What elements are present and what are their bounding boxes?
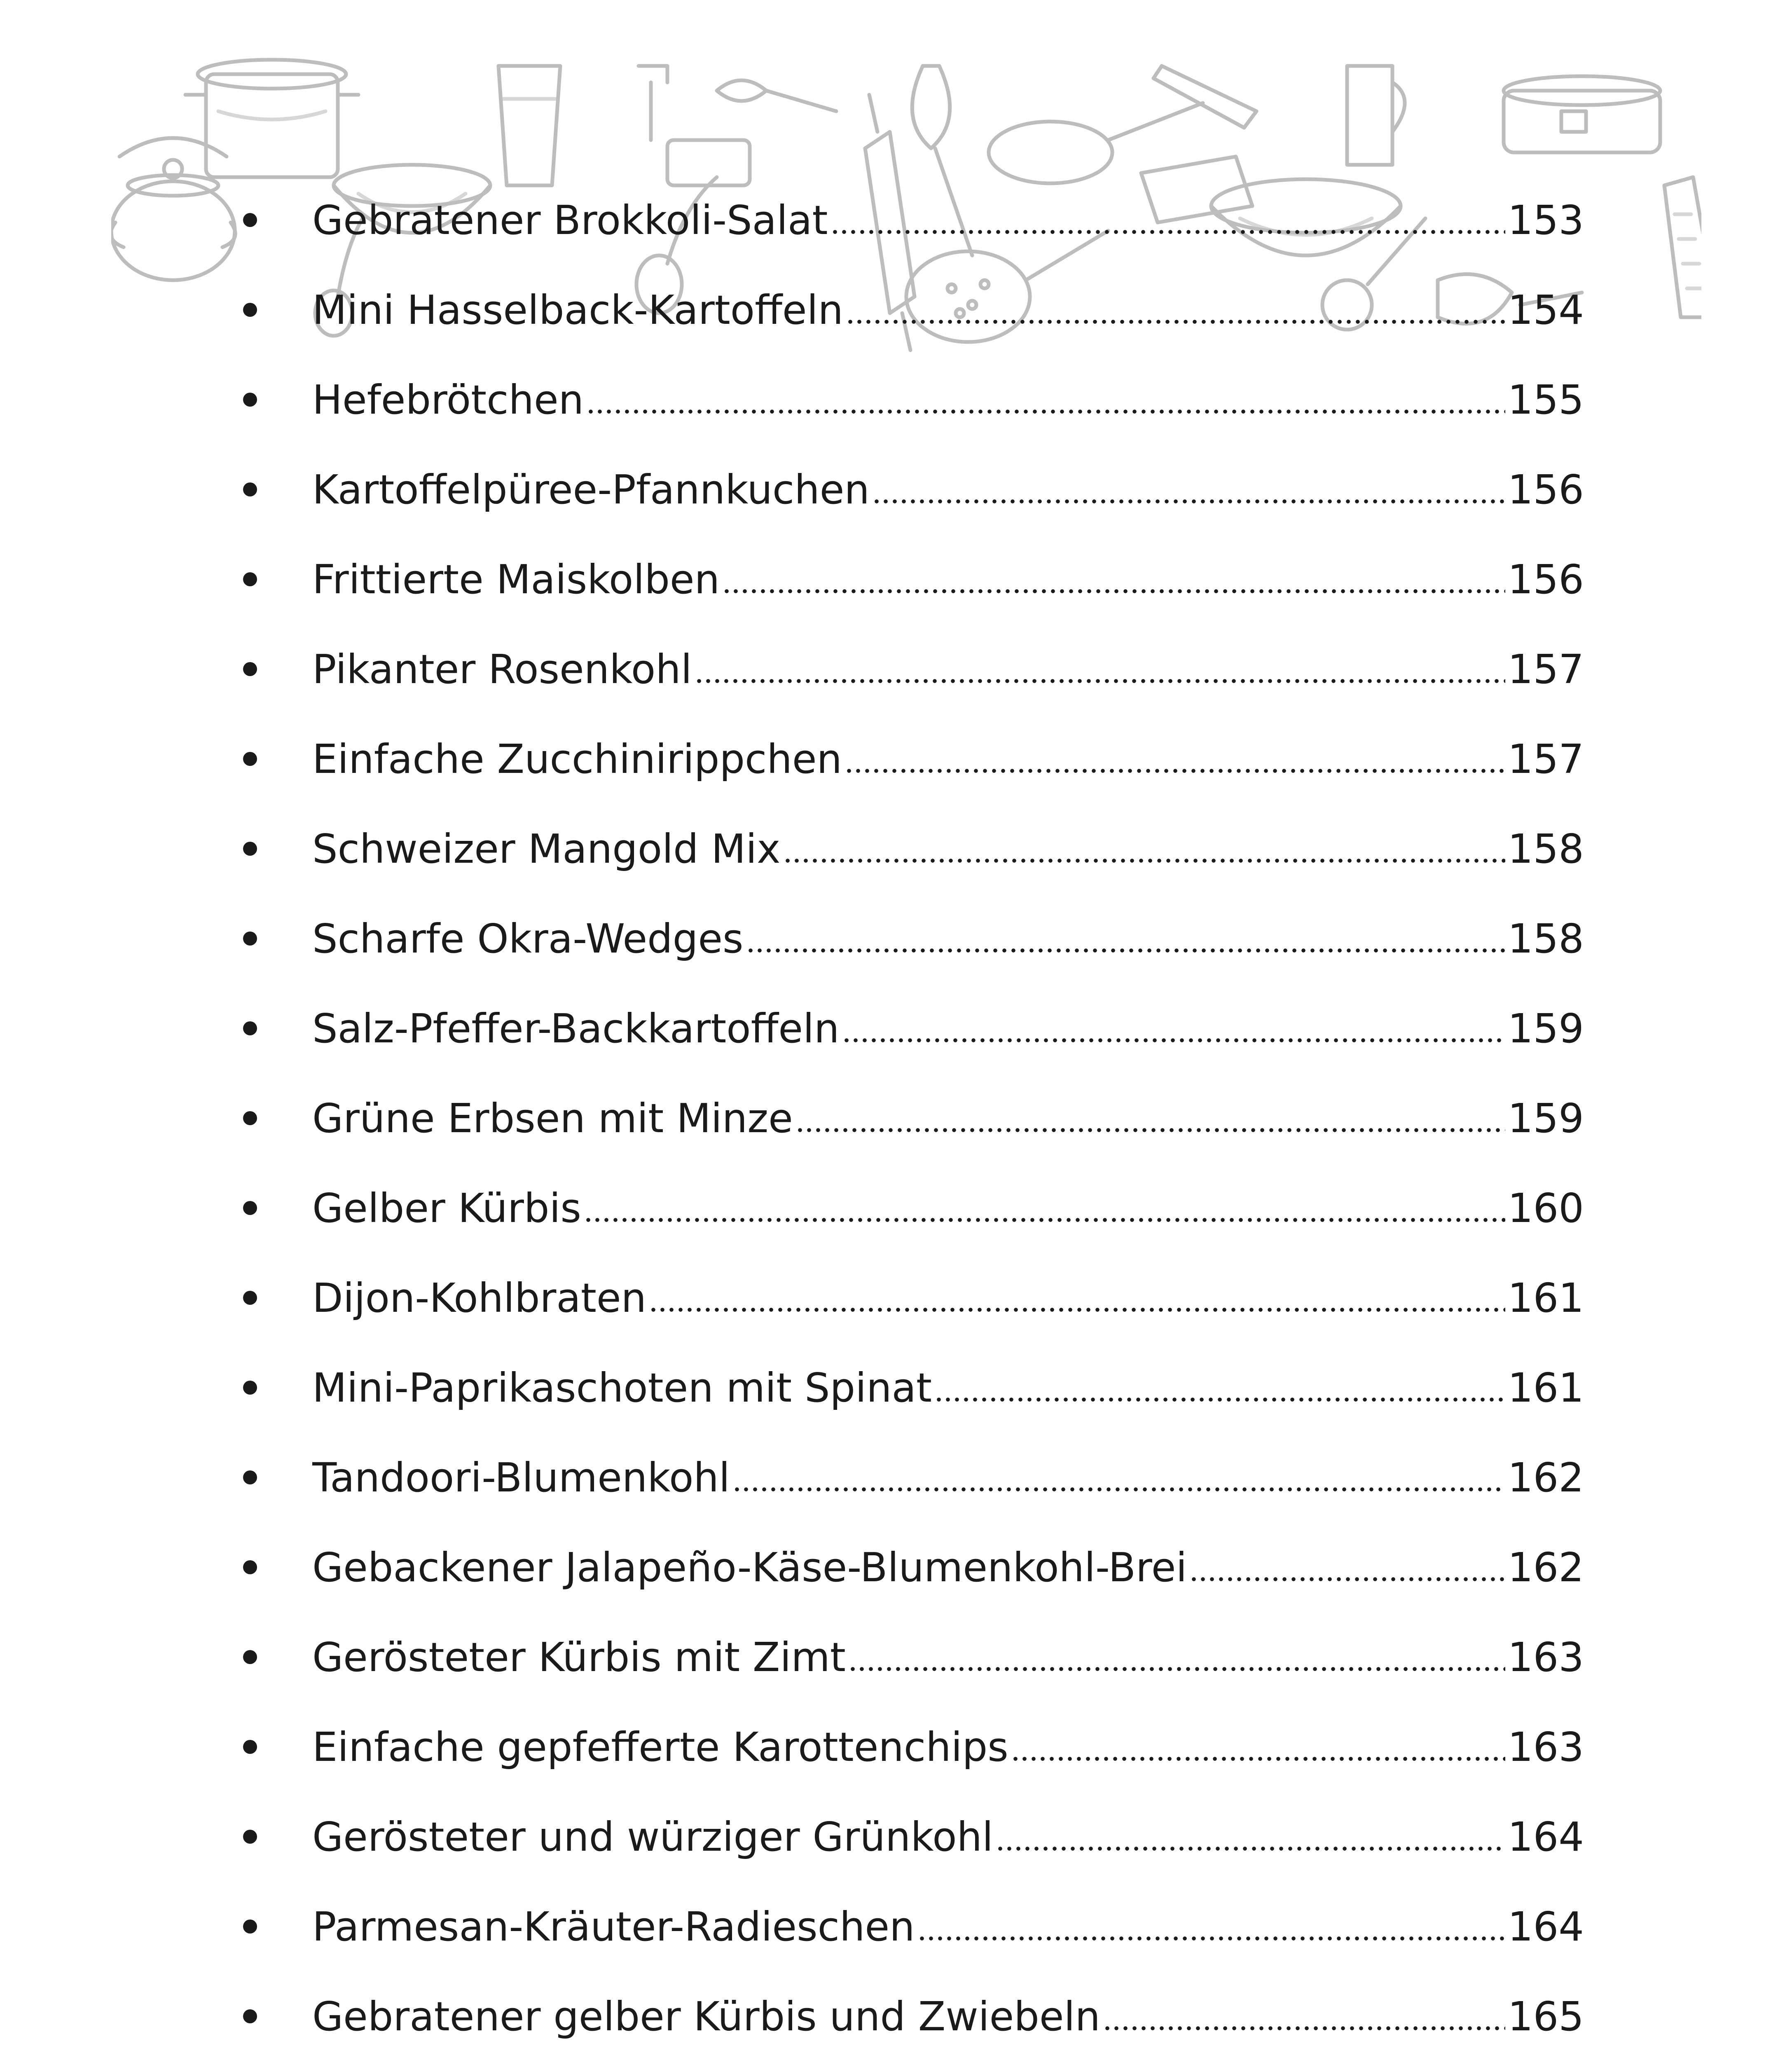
toc-entry-body	[312, 894, 1584, 983]
dot-leader	[584, 1218, 1505, 1222]
bullet-icon	[243, 1381, 257, 1395]
toc-entry-body	[312, 445, 1584, 534]
bullet-icon	[243, 932, 257, 946]
dot-leader	[732, 1487, 1505, 1491]
bullet-icon	[243, 1740, 257, 1754]
frying-pan-icon	[989, 103, 1203, 183]
toc-entry-title: Schweizer Mangold Mix	[312, 825, 781, 872]
toc-entry-page-number: 158	[1507, 825, 1584, 872]
toc-entry-body	[312, 1612, 1584, 1702]
toc-entry[interactable]	[243, 1343, 1584, 1433]
toc-entry[interactable]	[243, 1612, 1584, 1702]
toc-entry[interactable]	[243, 804, 1584, 894]
toc-entry-title: Gebackener Jalapeño-Käse-Blumenkohl-Brei	[312, 1544, 1187, 1591]
bullet-icon	[243, 1470, 257, 1484]
bullet-icon	[243, 393, 257, 407]
bullet-icon	[243, 662, 257, 676]
grater-icon	[1664, 177, 1701, 317]
toc-entry[interactable]	[243, 1882, 1584, 1971]
toc-entry-page-number: 163	[1507, 1634, 1584, 1681]
toc-entry[interactable]	[243, 355, 1584, 445]
bullet-icon	[243, 1560, 257, 1574]
toc-entry-body	[312, 534, 1584, 624]
toc-entry-page-number: 153	[1507, 197, 1584, 243]
toc-entry-title: Frittierte Maiskolben	[312, 556, 720, 603]
toc-entry-page-number: 162	[1507, 1454, 1584, 1501]
toc-entry-body	[312, 1253, 1584, 1343]
toc-entry-page-number: 157	[1507, 646, 1584, 693]
toc-entry-body	[312, 804, 1584, 894]
toc-entry-page-number: 156	[1507, 466, 1584, 513]
toc-entry-page-number: 165	[1507, 1993, 1584, 2040]
toc-entry[interactable]	[243, 1073, 1584, 1163]
toc-entry-page-number: 161	[1507, 1274, 1584, 1321]
toc-entry-page-number: 157	[1507, 735, 1584, 782]
bullet-icon	[243, 2009, 257, 2023]
toc-entry-page-number: 154	[1507, 286, 1584, 333]
bullet-icon	[243, 572, 257, 586]
toc-entry-body	[312, 1343, 1584, 1433]
toc-entry[interactable]	[243, 1971, 1584, 2060]
toc-entry[interactable]	[243, 1253, 1584, 1343]
toc-entry-body	[312, 1971, 1584, 2060]
toc-entry-page-number: 155	[1507, 376, 1584, 423]
toc-entry-page-number: 162	[1507, 1544, 1584, 1591]
dot-leader	[1011, 1757, 1505, 1761]
toc-entry-title: Einfache Zucchinirippchen	[312, 735, 842, 782]
toc-entry-title: Kartoffelpüree-Pfannkuchen	[312, 466, 870, 513]
dot-leader	[848, 1667, 1505, 1671]
toc-entry[interactable]	[243, 1522, 1584, 1612]
toc-entry-body	[312, 1882, 1584, 1971]
toc-entry-title: Mini Hasselback-Kartoffeln	[312, 286, 844, 333]
dot-leader	[996, 1847, 1505, 1851]
bullet-icon	[243, 1650, 257, 1664]
toc-entry[interactable]	[243, 445, 1584, 534]
springform-pan-icon	[1504, 76, 1660, 152]
toc-entry-title: Salz-Pfeffer-Backkartoffeln	[312, 1005, 840, 1052]
glass-icon	[498, 66, 560, 185]
toc-entry-body	[312, 1163, 1584, 1253]
toc-entry-title: Gebratener gelber Kürbis und Zwiebeln	[312, 1993, 1100, 2040]
bullet-icon	[243, 1920, 257, 1934]
bullet-icon	[243, 1111, 257, 1125]
toc-entry-body	[312, 1702, 1584, 1792]
dot-leader	[746, 948, 1505, 953]
toc-entry[interactable]	[243, 624, 1584, 714]
bullet-icon	[243, 1830, 257, 1844]
dot-leader	[934, 1398, 1505, 1402]
dot-leader	[846, 320, 1505, 324]
dot-leader	[842, 1038, 1505, 1042]
toc-entry-page-number: 158	[1507, 915, 1584, 962]
toc-entry-body	[312, 265, 1584, 355]
toc-entry-page-number: 161	[1507, 1364, 1584, 1411]
toc-entry-page-number: 156	[1507, 556, 1584, 603]
toc-entry-title: Einfache gepfefferte Karottenchips	[312, 1723, 1008, 1770]
toc-entry[interactable]	[243, 265, 1584, 355]
bullet-icon	[243, 1201, 257, 1215]
toc-entry-title: Hefebrötchen	[312, 376, 584, 423]
bullet-icon	[243, 1021, 257, 1035]
toc-entry-title: Gerösteter Kürbis mit Zimt	[312, 1634, 846, 1681]
bullet-icon	[243, 842, 257, 856]
table-of-contents	[243, 175, 1584, 2060]
dot-leader	[872, 499, 1505, 503]
pitcher-icon	[1347, 66, 1405, 165]
toc-entry-body	[312, 1433, 1584, 1522]
toc-entry-body	[312, 1522, 1584, 1612]
toc-entry-page-number: 160	[1507, 1184, 1584, 1231]
toc-entry-title: Pikanter Rosenkohl	[312, 646, 692, 693]
toc-entry-title: Tandoori-Blumenkohl	[312, 1454, 730, 1501]
toc-entry-body	[312, 175, 1584, 265]
toc-entry-page-number: 164	[1507, 1813, 1584, 1860]
toc-entry[interactable]	[243, 714, 1584, 804]
lidded-pot-icon	[111, 138, 235, 280]
toc-entry[interactable]	[243, 983, 1584, 1073]
toc-entry-page-number: 163	[1507, 1723, 1584, 1770]
toc-entry-title: Mini-Paprikaschoten mit Spinat	[312, 1364, 932, 1411]
knife-icon	[1153, 66, 1256, 128]
dot-leader	[783, 859, 1505, 863]
toc-entry-body	[312, 714, 1584, 804]
toc-entry[interactable]	[243, 1702, 1584, 1792]
stock-pot-icon	[185, 60, 358, 177]
toc-entry[interactable]	[243, 534, 1584, 624]
toc-entry[interactable]	[243, 1163, 1584, 1253]
bullet-icon	[243, 303, 257, 317]
dot-leader	[917, 1936, 1505, 1941]
toc-entry[interactable]	[243, 175, 1584, 265]
dot-leader	[795, 1128, 1505, 1132]
kitchen-tool-icon	[639, 66, 836, 185]
toc-entry[interactable]	[243, 1433, 1584, 1522]
toc-entry-body	[312, 355, 1584, 445]
bullet-icon	[243, 1291, 257, 1305]
dot-leader	[649, 1308, 1505, 1312]
toc-entry-page-number: 164	[1507, 1903, 1584, 1950]
toc-entry-title: Parmesan-Kräuter-Radieschen	[312, 1903, 915, 1950]
bullet-icon	[243, 752, 257, 766]
toc-entry-title: Grüne Erbsen mit Minze	[312, 1095, 793, 1142]
toc-entry-body	[312, 983, 1584, 1073]
toc-entry-title: Gerösteter und würziger Grünkohl	[312, 1813, 993, 1860]
toc-entry-title: Gelber Kürbis	[312, 1184, 581, 1231]
toc-entry-body	[312, 1792, 1584, 1882]
dot-leader	[845, 769, 1505, 773]
toc-entry-title: Dijon-Kohlbraten	[312, 1274, 647, 1321]
toc-entry-page-number: 159	[1507, 1095, 1584, 1142]
toc-entry-title: Scharfe Okra-Wedges	[312, 915, 744, 962]
dot-leader	[722, 589, 1505, 593]
toc-entry[interactable]	[243, 894, 1584, 983]
toc-entry[interactable]	[243, 1792, 1584, 1882]
toc-entry-page-number: 159	[1507, 1005, 1584, 1052]
dot-leader	[695, 679, 1505, 683]
bullet-icon	[243, 482, 257, 496]
bullet-icon	[243, 213, 257, 227]
dot-leader	[1103, 2026, 1505, 2030]
toc-entry-body	[312, 1073, 1584, 1163]
toc-entry-body	[312, 624, 1584, 714]
toc-entry-title: Gebratener Brokkoli-Salat	[312, 197, 828, 243]
dot-leader	[586, 410, 1505, 414]
dot-leader	[1189, 1577, 1505, 1581]
dot-leader	[830, 230, 1505, 234]
